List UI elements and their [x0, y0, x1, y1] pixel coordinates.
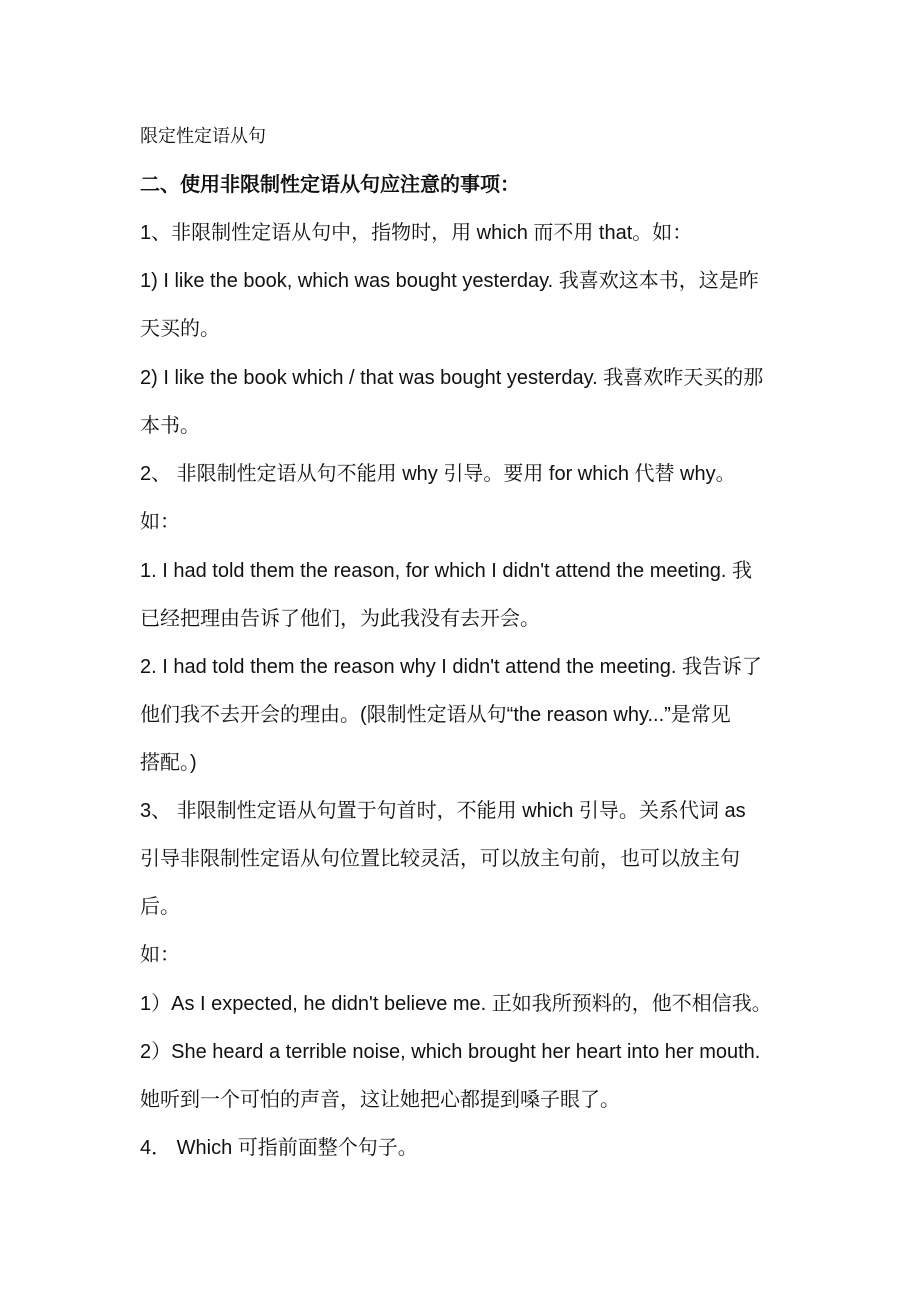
text-line: 后。	[140, 896, 180, 918]
text-line: 2) I like the book which / that was bought yesterday. 我喜欢昨天买的那	[140, 367, 764, 389]
text-line: 本书。	[140, 415, 200, 437]
text-line: 1) I like the book, which was bought yesterday. 我喜欢这本书，这是昨	[140, 270, 759, 292]
text-line: 1、非限制性定语从句中，指物时，用 which 而不用 that。如：	[140, 222, 693, 244]
text-line: 1）As I expected, he didn't believe me. 正如我所预料的，他不相信我。	[140, 993, 772, 1015]
text-line: 她听到一个可怕的声音，这让她把心都提到嗓子眼了。	[140, 1089, 620, 1111]
text-line: 他们我不去开会的理由。(限制性定语从句“the reason why...”是常见	[140, 704, 731, 726]
text-line: 如：	[140, 944, 180, 966]
text-line: 已经把理由告诉了他们，为此我没有去开会。	[140, 608, 540, 630]
text-line: 1. I had told them the reason, for which I didn't attend the meeting. 我	[140, 560, 752, 582]
text-line: 天买的。	[140, 318, 220, 340]
text-line: 2、 非限制性定语从句不能用 why 引导。要用 for which 代替 why。	[140, 463, 736, 485]
text-line: 搭配。)	[140, 752, 197, 774]
text-line: 2. I had told them the reason why I didn't attend the meeting. 我告诉了	[140, 656, 762, 678]
text-line: 如：	[140, 511, 180, 533]
section-heading: 二、使用非限制性定语从句应注意的事项：	[140, 174, 520, 196]
doc-title: 限定性定语从句	[140, 126, 266, 146]
text-line: 3、 非限制性定语从句置于句首时，不能用 which 引导。关系代词 as	[140, 800, 746, 822]
text-line: 2）She heard a terrible noise, which brought her heart into her mouth.	[140, 1041, 761, 1063]
text-line: 引导非限制性定语从句位置比较灵活，可以放主句前，也可以放主句	[140, 848, 740, 870]
text-line: 4． Which 可指前面整个句子。	[140, 1137, 418, 1159]
